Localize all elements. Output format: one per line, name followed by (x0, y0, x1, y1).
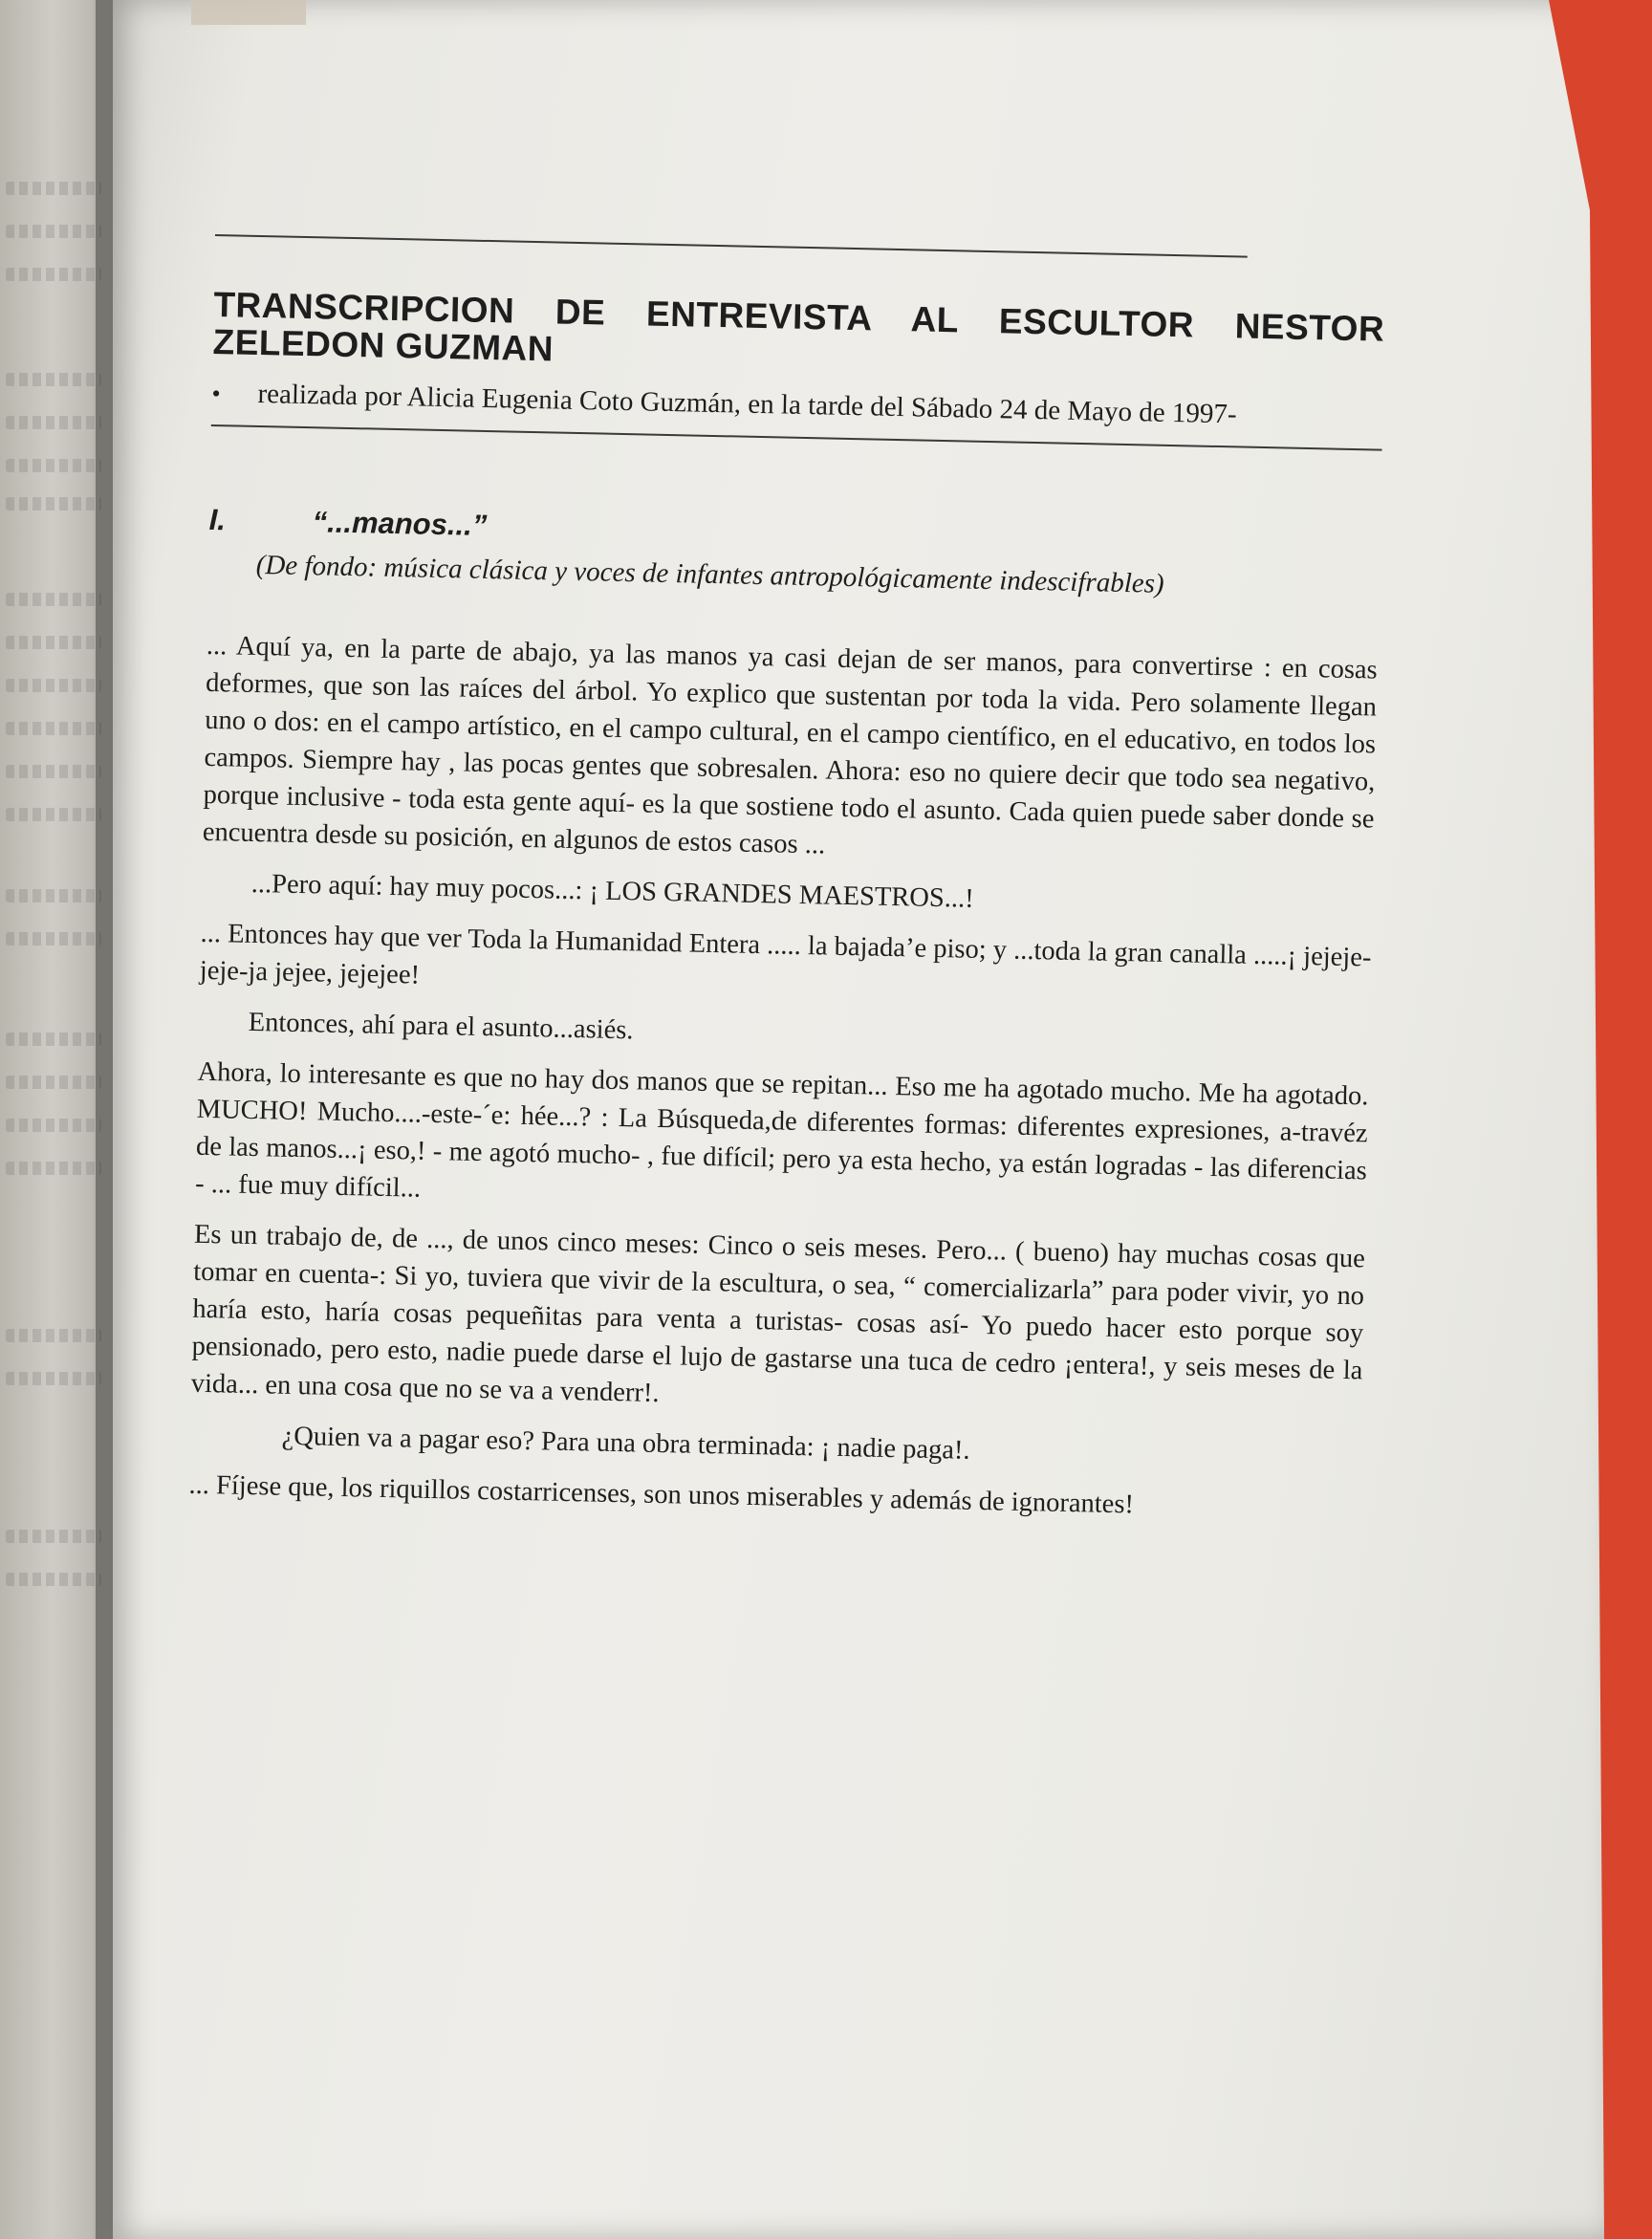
document-title: TRANSCRIPCION DE ENTREVISTA AL ESCULTOR NESTOR ZELEDON GUZMAN (212, 284, 1385, 369)
paragraph: ... Fíjese que, los riquillos costarricenses, son unos miserables y además de ignorantes! (188, 1469, 1135, 1520)
paragraph: ... Entonces hay que ver Toda la Humanidad Entera ..... la bajada’e piso; y ...toda la gran canalla .....¡ jejeje-jeje-ja jejee, jejejee! (199, 918, 1372, 990)
section-number: I. (208, 502, 227, 537)
paragraph: Entonces, ahí para el asunto...asiés. (248, 1007, 634, 1046)
paragraph: ...Pero aquí: hay muy pocos...: ¡ LOS GRANDES MAESTROS...! (250, 868, 974, 914)
bullet-icon: • (211, 379, 221, 408)
tape-strip (191, 0, 306, 25)
section-note: (De fondo: música clásica y voces de infantes antropológicamente indescifrables) (255, 549, 1164, 599)
page-content (188, 234, 1386, 1528)
document-subtitle: realizada por Alicia Eugenia Coto Guzmán, en la tarde del Sábado 24 de Mayo de 1997- (257, 378, 1237, 430)
paragraph: ¿Quien va a pagar eso? Para una obra terminada: ¡ nadie paga!. (281, 1421, 970, 1466)
paragraph: Es un trabajo de, de ..., de unos cinco meses: Cinco o seis meses. Pero... ( bueno) hay muchas cosas que tomar en cuenta-: Si yo, tuviera que vivir de la escultura, o sea, “ comercializarla” para poder vivir, yo no haría esto, haría cosas pequeñitas para venta a turistas- cosas así- Yo puedo hacer esto porque soy pensionado, pero esto, nadie puede darse el lujo de gastarse una tuca de cedro ¡entera!, y seis meses de la vida... en una cosa que no se va a venderr!. (190, 1219, 1366, 1408)
paragraph: ... Aquí ya, en la parte de abajo, ya las manos ya casi dejan de ser manos, para convertirse : en cosas deformes, que son las raíces del árbol. Yo explico que sustentan por toda la vida. Pero solamente llegan uno o dos: en el campo artístico, en el campo cultural, en el campo científico, en el educativo, en todos los campos. Siempre hay , las pocas gentes que sobresalen. Ahora: eso no quiere decir que todo sea negativo, porque inclusive - toda esta gente aquí- es la que sostiene todo el asunto. Cada quien puede saber donde se encuentra desde su posición, en algunos de estos casos ... (202, 630, 1379, 860)
section-title: “...manos...” (312, 505, 488, 543)
paragraph: Ahora, lo interesante es que no hay dos manos que se repitan... Eso me ha agotado mucho. Me ha agotado. MUCHO! Mucho....-este-´e: hée...? : La Búsqueda,de diferentes formas: diferentes expresiones, a-travéz de las manos...¡ eso,! - me agotó mucho- , fue difícil; pero ya esta hecho, ya están logradas - las diferencias - ... fue muy difícil... (194, 1056, 1369, 1204)
document-subtitle-row (211, 376, 1383, 436)
